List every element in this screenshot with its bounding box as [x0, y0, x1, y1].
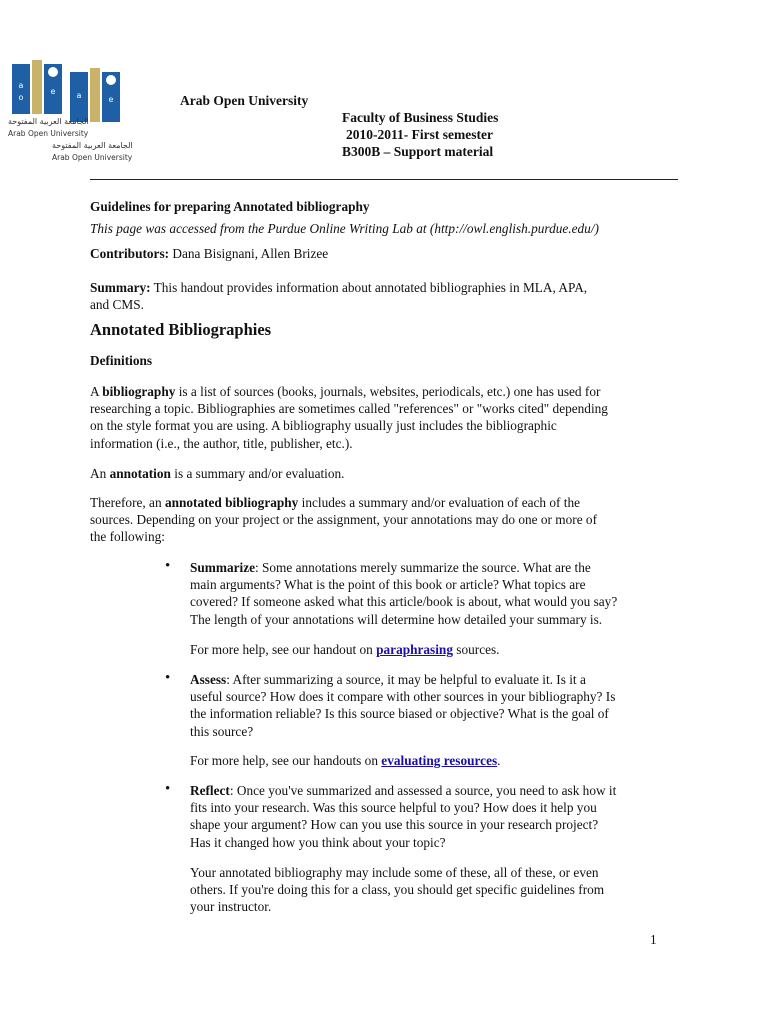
- contributors-names: Dana Bisignani, Allen Brizee: [169, 246, 329, 261]
- item-text: useful source? How does it compare with other sources in your bibliography? Is: [190, 689, 616, 705]
- course-code: B300B – Support material: [342, 144, 494, 159]
- header-divider: [90, 179, 678, 180]
- definition-annotated-bibliography: [90, 494, 597, 546]
- help-text: .: [497, 753, 501, 768]
- paraphrasing-link[interactable]: paraphrasing: [376, 642, 453, 657]
- def-text: is a summary and/or evaluation.: [170, 466, 345, 481]
- help-evaluating: [190, 752, 500, 769]
- item-text: fits into your research. Was this source helpful to you? How does it help you: [190, 800, 597, 816]
- svg-text:e: e: [50, 87, 56, 96]
- definition-bibliography: [90, 383, 608, 452]
- help-text: sources.: [452, 642, 500, 657]
- subheading-definitions: Definitions: [90, 353, 153, 368]
- item-text: The length of your annotations will determine how detailed your summary is.: [190, 611, 603, 627]
- item-text: covered? If someone asked what this article/book is about, what would you say?: [190, 594, 618, 610]
- summary-paragraph: [90, 279, 587, 313]
- item-text: shape your argument? How can you use this source in your research project?: [190, 817, 599, 833]
- definition-annotation: [90, 465, 344, 482]
- help-text: For more help, see our handout on: [190, 642, 377, 657]
- contributors: [90, 245, 328, 262]
- term-bibliography: bibliography: [102, 384, 176, 399]
- svg-text:الجامعة العربية المفتوحة: الجامعة العربية المفتوحة: [8, 117, 89, 126]
- source-note: This page was accessed from the Purdue Online Writing Lab at (http://owl.english.purdue.edu/): [90, 221, 599, 236]
- help-text: For more help, see our handouts on: [190, 753, 382, 768]
- item-text: the information reliable? Is this source biased or objective? What is the goal of: [190, 706, 609, 722]
- item-text: others. If you're doing this for a class, you should get specific guidelines from: [190, 882, 605, 898]
- svg-text:e: e: [108, 95, 114, 104]
- def-text: A: [90, 384, 103, 399]
- closing-paragraph: [190, 864, 604, 916]
- summary-text-cont: and CMS.: [90, 297, 144, 313]
- def-text: is a list of sources (books, journals, websites, periodicals, etc.) one has used for: [175, 384, 601, 399]
- item-text: your instructor.: [190, 899, 272, 915]
- list-item-reflect: [190, 782, 616, 851]
- item-text: Has it changed how you think about your topic?: [190, 834, 446, 850]
- term-summarize: Summarize: [190, 560, 255, 575]
- summary-text: This handout provides information about annotated bibliographies in MLA, APA,: [150, 280, 588, 295]
- svg-text:o: o: [18, 93, 24, 102]
- semester: 2010-2011- First semester: [346, 127, 493, 142]
- university-logo: [6, 58, 166, 166]
- list-item-assess: [190, 671, 615, 740]
- bullet-marker: •: [165, 558, 171, 574]
- doc-title: Guidelines for preparing Annotated bibliography: [90, 199, 370, 214]
- item-text: : After summarizing a source, it may be helpful to evaluate it. Is it a: [226, 672, 586, 687]
- term-assess: Assess: [190, 672, 227, 687]
- def-text: sources. Depending on your project or the assignment, your annotations may do one or more of: [90, 512, 598, 528]
- def-text: information (i.e., the author, title, publisher, etc.).: [90, 435, 353, 451]
- svg-text:Arab Open University: Arab Open University: [8, 129, 89, 138]
- def-text: An: [90, 466, 110, 481]
- item-text: : Some annotations merely summarize the source. What are the: [255, 560, 591, 575]
- help-paraphrasing: [190, 641, 500, 658]
- svg-text:الجامعة العربية المفتوحة: الجامعة العربية المفتوحة: [52, 141, 133, 150]
- summary-label: Summary:: [90, 280, 151, 295]
- faculty-name: Faculty of Business Studies: [342, 110, 499, 125]
- logo-emblem: [6, 58, 166, 166]
- section-heading: Annotated Bibliographies: [90, 320, 272, 339]
- def-text: the following:: [90, 529, 165, 545]
- term-annotation: annotation: [109, 466, 171, 481]
- def-text: Therefore, an: [90, 495, 165, 510]
- item-text: Your annotated bibliography may include some of these, all of these, or even: [190, 865, 599, 880]
- university-name: Arab Open University: [180, 93, 309, 108]
- svg-text:a: a: [18, 81, 24, 90]
- term-annotated-bibliography: annotated bibliography: [164, 495, 299, 510]
- item-text: this source?: [190, 723, 254, 739]
- term-reflect: Reflect: [190, 783, 230, 798]
- item-text: main arguments? What is the point of this book or article? What topics are: [190, 577, 586, 593]
- item-text: : Once you've summarized and assessed a source, you need to ask how it: [229, 783, 617, 798]
- bullet-marker: •: [165, 670, 171, 686]
- svg-text:a: a: [76, 91, 82, 100]
- contributors-label: Contributors:: [90, 246, 170, 261]
- page-number: 1: [650, 932, 657, 947]
- def-text: includes a summary and/or evaluation of each of the: [298, 495, 581, 510]
- bullet-marker: •: [165, 781, 171, 797]
- list-item-summarize: [190, 559, 617, 628]
- svg-text:Arab Open University: Arab Open University: [52, 153, 133, 162]
- evaluating-resources-link[interactable]: evaluating resources: [381, 753, 498, 768]
- def-text: on the style format you are using. A bibliography usually just includes the bibliographic: [90, 418, 557, 434]
- def-text: researching a topic. Bibliographies are sometimes called "references" or "works cited" depending: [90, 401, 608, 417]
